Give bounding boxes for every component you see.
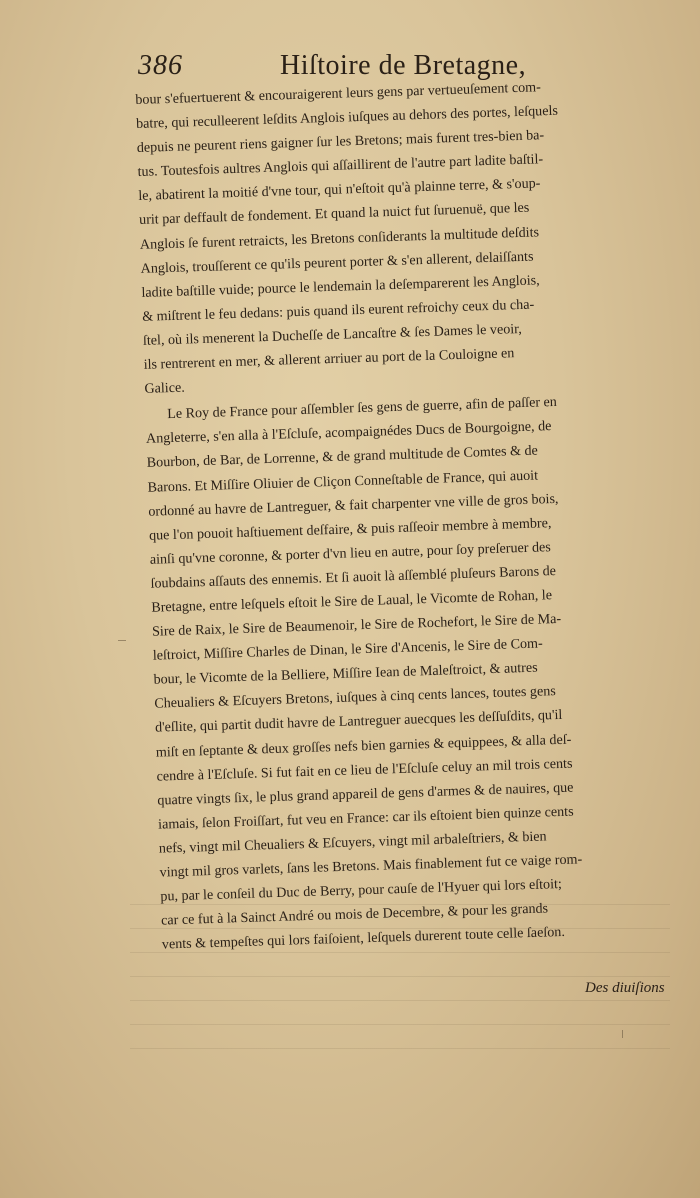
text-line: vents & tempeſtes qui lors faiſoient, leſquels durerent toute celle ſaeſon. [161, 924, 566, 953]
text-line: Bourbon, de Bar, de Lorrenne, & de grand multitude de Comtes & de [146, 442, 539, 472]
text-line: depuis ne peurent riens gaigner ſur les Bretons; mais furent tres-bien ba- [136, 127, 545, 157]
page-number: 386 [138, 50, 183, 81]
text-line: & miſtrent le feu dedans: puis quand ils eurent refroichy ceux du cha- [141, 296, 535, 325]
text-line: ſoubdains aſſauts des ennemis. Et ſi auoit là aſſemblé pluſeurs Barons de [150, 562, 557, 592]
running-title: Hiſtoire de Bretagne, [280, 50, 527, 81]
margin-mark [118, 640, 126, 641]
text-line: que l'on pouoit haſtiuement deſfaire, & puis raſſeoir membre à membre, [148, 514, 552, 544]
text-line: ladite baſtille vuide; pource le lendemain la deſemparerent les Anglois, [141, 272, 540, 301]
text-line: le, abatirent la moitié d'vne tour, qui n'eſtoit qu'à plainne terre, & s'oup- [138, 175, 541, 205]
show-through-bleed [130, 890, 670, 1050]
text-line: miſt en ſeptante & deux groſſes nefs bien garnies & equippees, & alla deſ- [155, 731, 572, 761]
text-line: ainſi qu'vne coronne, & porter d'vn lieu en autre, pour ſoy preſeruer des [149, 538, 552, 568]
text-line: ordonné au havre de Lantreguer, & fait charpenter vne ville de gros bois, [148, 490, 559, 520]
paragraph-start-line: Le Roy de France pour aſſembler ſes gens de guerre, afin de paſſer en [167, 394, 558, 423]
text-line: Bretagne, entre leſquels eſtoit le Sire de Laual, le Vicomte de Rohan, le [151, 587, 553, 616]
text-line: batre, qui reculleerent leſdits Anglois iuſques au dehors des portes, leſquels [135, 102, 559, 133]
text-line: leſtroict, Miſſire Charles de Dinan, le Sire d'Ancenis, le Sire de Com- [152, 635, 543, 664]
text-line: Anglois ſe furent retraicts, les Bretons conſiderants la multitude deſdits [139, 223, 540, 253]
text-line: ils rentrerent en mer, & allerent arriuer au port de la Couloigne en [143, 345, 515, 373]
body-text [135, 70, 700, 957]
text-line: Cheualiers & Eſcuyers Bretons, iuſques à cinq cents lances, toutes gens [154, 683, 556, 713]
text-line: bour, le Vicomte de la Belliere, Miſſire Iean de Maleſtroict, & autres [153, 659, 538, 688]
text-line: Galice. [144, 379, 186, 397]
text-line: pu, par le conſeil du Duc de Berry, pour cauſe de l'Hyuer qui lors eſtoit; [160, 876, 563, 905]
text-line: urit par deffault de fondement. Et quand la nuict fut ſuruenuë, que les [138, 200, 530, 229]
text-line: d'eſlite, qui partit dudit havre de Lantreguer auecques les deſſuſdits, qu'il [154, 707, 563, 737]
text-line: Angleterre, s'en alla à l'Eſcluſe, acompaignédes Ducs de Bourgoigne, de [145, 418, 552, 448]
text-line: Anglois, trouſſerent ce qu'ils peurent porter & s'en allerent, delaiſſants [140, 248, 534, 277]
text-line: car ce fut à la Sainct André ou mois de Decembre, & pour les grands [160, 900, 549, 929]
catchword: Des diuiſions [585, 980, 665, 996]
text-line: tus. Toutesfois aultres Anglois qui aſſaillirent de l'autre part ladite baſtil- [137, 151, 544, 181]
text-line: quatre vingts ſix, le plus grand appareil de gens d'armes & de nauires, que [157, 779, 574, 809]
text-line: bour s'efuertuerent & encouraigerent leurs gens par vertueuſement com- [135, 79, 542, 108]
text-line: vingt mil gros varlets, ſans les Bretons. Mais finablement fut ce vaige rom- [159, 851, 583, 881]
text-line: Sire de Raix, le Sire de Beaumenoir, le Sire de Rochefort, le Sire de Ma- [151, 610, 562, 640]
text-line: ſtel, où ils menerent la Ducheſſe de Lancaſtre & ſes Dames le veoir, [142, 320, 523, 349]
text-line: Barons. Et Miſſire Oliuier de Cliçon Conneſtable de France, qui auoit [147, 467, 539, 496]
text-line: cendre à l'Eſcluſe. Si fut fait en ce lieu de l'Eſcluſe celuy an mil trois cents [156, 755, 573, 785]
text-line: nefs, vingt mil Cheualiers & Eſcuyers, vingt mil arbaleſtriers, & bien [158, 828, 547, 857]
text-line: iamais, ſelon Froiſſart, fut veu en France: car ils eſtoient bien quinze cents [157, 803, 574, 833]
margin-mark [622, 1030, 623, 1038]
